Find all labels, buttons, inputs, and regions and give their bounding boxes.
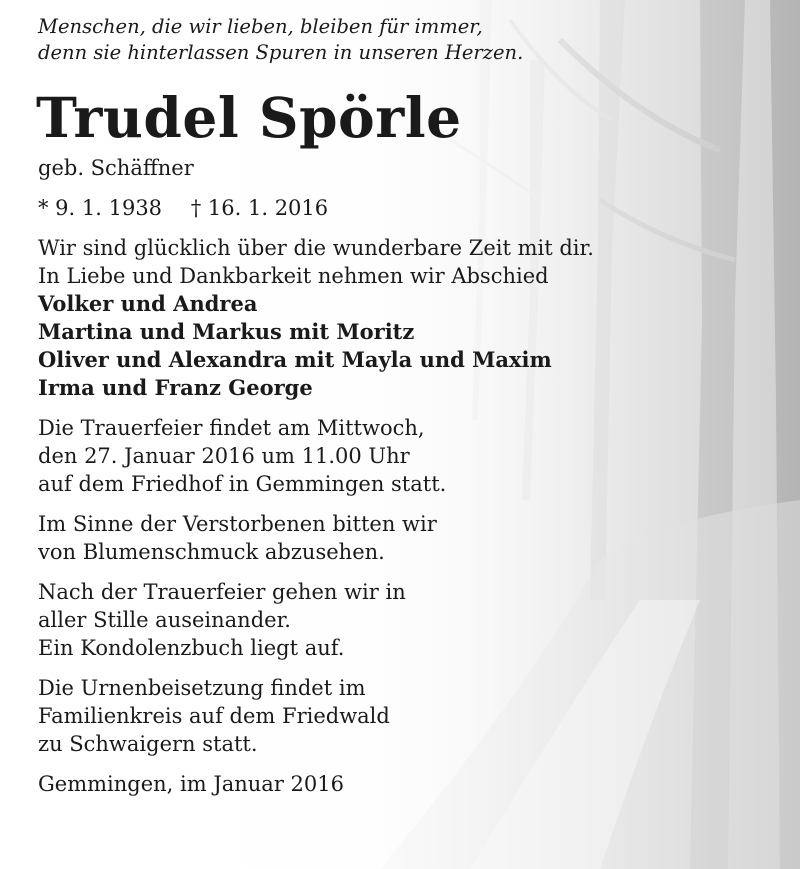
motto-line: Menschen, die wir lieben, bleiben für immer, [38, 15, 483, 38]
after-line: Nach der Trauerfeier gehen wir in [38, 580, 406, 604]
message-line: Wir sind glücklich über die wunderbare Zeit mit dir. [38, 236, 594, 260]
death-date: † 16. 1. 2016 [190, 196, 329, 220]
after-ceremony-info [38, 578, 738, 662]
family-member: Martina und Markus mit Moritz [38, 319, 415, 344]
family-list [38, 290, 738, 402]
urn-burial-info [38, 674, 738, 758]
family-member: Irma und Franz George [38, 375, 313, 400]
funeral-line: auf dem Friedhof in Gemmingen statt. [38, 472, 447, 496]
family-member: Volker und Andrea [38, 291, 258, 316]
message-line: In Liebe und Dankbarkeit nehmen wir Abschied [38, 264, 549, 288]
notice-text [38, 14, 738, 798]
birth-date: * 9. 1. 1938 [38, 196, 163, 220]
flowers-request [38, 510, 738, 566]
place-and-date: Gemmingen, im Januar 2016 [38, 772, 344, 796]
funeral-info [38, 414, 738, 498]
flowers-line: von Blumenschmuck abzusehen. [38, 540, 385, 564]
urn-line: Familienkreis auf dem Friedwald [38, 704, 390, 728]
after-line: aller Stille auseinander. [38, 608, 291, 632]
deceased-name: Trudel Spörle [36, 85, 462, 150]
flowers-line: Im Sinne der Verstorbenen bitten wir [38, 512, 437, 536]
after-line: Ein Kondolenzbuch liegt auf. [38, 636, 345, 660]
farewell-message [38, 234, 738, 290]
funeral-line: den 27. Januar 2016 um 11.00 Uhr [38, 444, 410, 468]
family-member: Oliver und Alexandra mit Mayla und Maxim [38, 347, 552, 372]
urn-line: Die Urnenbeisetzung findet im [38, 676, 366, 700]
life-dates [38, 194, 738, 222]
birth-name: geb. Schäffner [38, 156, 194, 180]
motto-line: denn sie hinterlassen Spuren in unseren Herzen. [38, 41, 524, 64]
motto [38, 14, 738, 66]
funeral-line: Die Trauerfeier findet am Mittwoch, [38, 416, 425, 440]
urn-line: zu Schwaigern statt. [38, 732, 258, 756]
